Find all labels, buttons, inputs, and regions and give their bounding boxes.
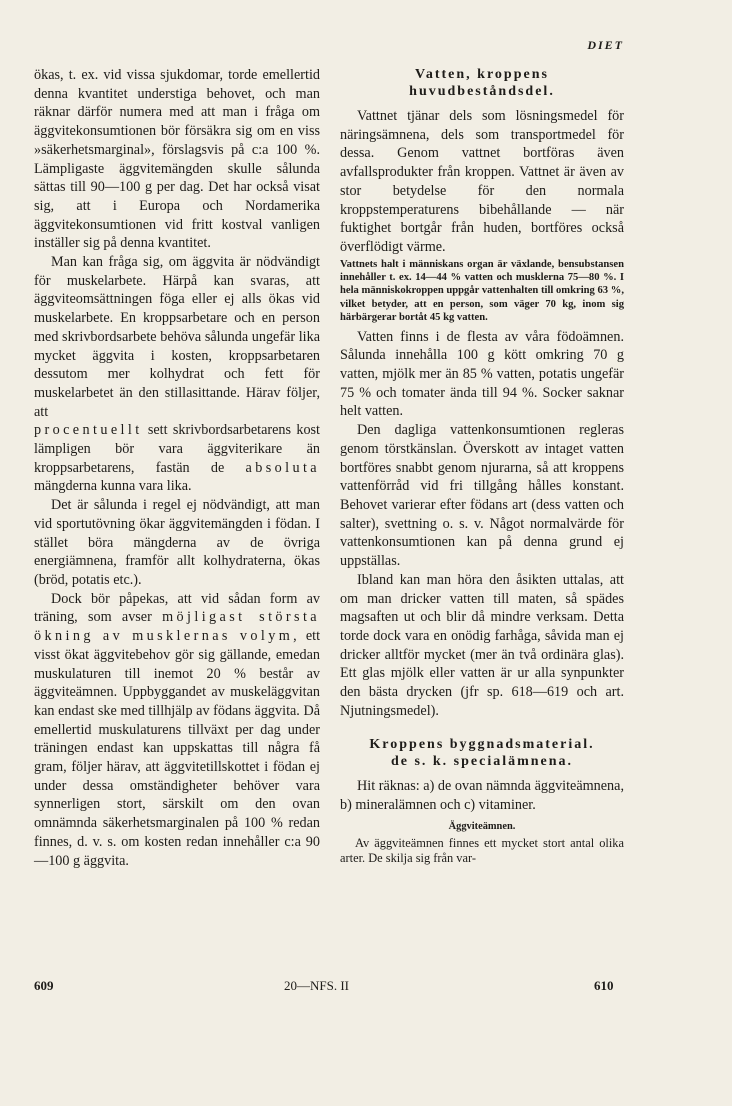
spaced-phrase: möjligast största ökning av musklernas volym, [34, 609, 320, 645]
paragraph: Ibland kan man höra den åsikten uttalas, att om man dricker vatten till maten, så spädes magsaften ut och blir då mindre verksam. Detta torde dock vara en onödig farhåga, såvida man ej dricker alltför mycket (mer än två ordinära glas). Ett glas mjölk eller vatten är ur alla synpunkter den bästa drycken (jfr sp. 618—619 och art. Njutningsmedel). [340, 571, 624, 719]
paragraph: Vatten finns i de flesta av våra födoämnen. Sålunda innehålla 100 g kött omkring 70 g vatten, mjölk mer än 85 % vatten, potatis ungefär 75 % och tomater ända till 94 %. Socker saknar helt vatten. [340, 328, 624, 420]
spaced-word: absoluta [245, 459, 320, 476]
paragraph: ökas, t. ex. vid vissa sjukdomar, torde emellertid denna kvantitet understiga behovet, och man räknar därför numera med att man i fråga om äggvitekonsumtionen bör försäkra sig om en viss »säkerhetsmarginal», förslagsvis på c:a 100 %. Lämpligaste äggvitemängden skulle sålunda sättas till 90—100 g per dag. Det har också visat sig, att i Europa och Nordamerika äggvitekonsumtionen vid fritt kostval vanligen inställer sig på denna kvantitet. [34, 67, 320, 252]
small-print-paragraph: Vattnets halt i människans organ är växlande, bensubstansen innehåller t. ex. 14—44 % vatten och musklerna 75—80 %. I hela människokroppen uppgår vattenhalten till omkring 63 %, vilket betyder, att en person, som väger 70 kg, inom sig härbärgerar bortåt 45 kg vatten. [340, 258, 624, 324]
section-heading: Vatten, kroppens huvudbeståndsdel. [409, 67, 555, 99]
running-header: DIET [587, 38, 624, 52]
printer-signature: 20—NFS. II [284, 978, 350, 993]
paragraph: Vattnet tjänar dels som lösningsmedel för näringsämnena, dels som transportmedel för dessa. Genom vattnet bortföras även avfallsprodukter från kroppen. Vattnet är även av stor betydelse för den normala kroppstemperaturens bibehållande — när fuktighet bortgår från huden, bortföres också överflödigt värme. [340, 108, 624, 255]
right-column [340, 66, 624, 866]
paragraph: Dock bör påpekas, att vid sådan form av träning, som avser möjligast största ökning av musklernas volym, ett visst ökat äggvitebehov gör sig gällande, emedan muskulaturen till inemot 20 % består av äggviteämnen. Uppbyggandet av muskeläggvitan kan endast ske med tillhjälp av födans äggvita. Då emellertid muskulaturens tillväxt per dag under träningen endast kan uppskattas till några få gram, följer härav, att äggvitetillskottet i födan ej under dessa omständigheter behöver vara synnerligen stort, särskilt om den ovan omnämnda säkerhetsmarginalen på 100 % redan finnes, d. v. s. om kosten redan innehåller c:a 90—100 g äggvita. [34, 590, 321, 869]
right-page-number: 610 [594, 978, 614, 993]
left-column [34, 66, 320, 870]
left-page-number: 609 [34, 978, 54, 993]
paragraph: Man kan fråga sig, om äggvita är nödvändigt för muskelarbete. Härpå kan svaras, att äggviteomsättningen föga eller ej alls ökas vid muskelarbete. En kroppsarbetare och en person med skrivbordsarbete behöva sålunda ungefär lika mycket äggvita i kosten, kroppsarbetaren dessutom mer kolhydrat och fett för muskelarbetet än den stillasittande. Härav följer, att [34, 254, 320, 420]
subheading: Äggviteämnen. [448, 820, 516, 832]
paragraph: Den dagliga vattenkonsumtionen regleras genom törstkänslan. Överskott av intaget vatten bortföres snabbt genom njurarna, så att kroppens vattenförråd vid fri tillgång hålles konstant. Behovet varierar efter födans art (dess vatten och salter), svettning o. s. v. Något normalvärde för vattenkonsumtionen kan på denna grund ej uppställas. [340, 422, 624, 570]
paragraph: Av äggviteämnen finnes ett mycket stort antal olika arter. De skilja sig från var- [340, 835, 624, 865]
spaced-word: procentuellt [34, 422, 143, 439]
paragraph: procentuellt sett skrivbordsarbetarens kost lämpligen bör vara äggviterikare än kroppsarbetarens, fastän de absoluta mängderna kunna vara lika. [34, 422, 320, 495]
paragraph: Det är sålunda i regel ej nödvändigt, att man vid sportutövning ökar äggvitemängden i födan. I stället böra mängderna av de övriga energiämnena, framför allt kolhydraterna, ökas (bröd, potatis etc.). [34, 497, 320, 588]
paragraph: Hit räknas: a) de ovan nämnda äggviteämnena, b) mineralämnen och c) vitaminer. [340, 778, 624, 814]
section-heading: Kroppens byggnadsmaterial. de s. k. specialämnena. [369, 737, 595, 770]
